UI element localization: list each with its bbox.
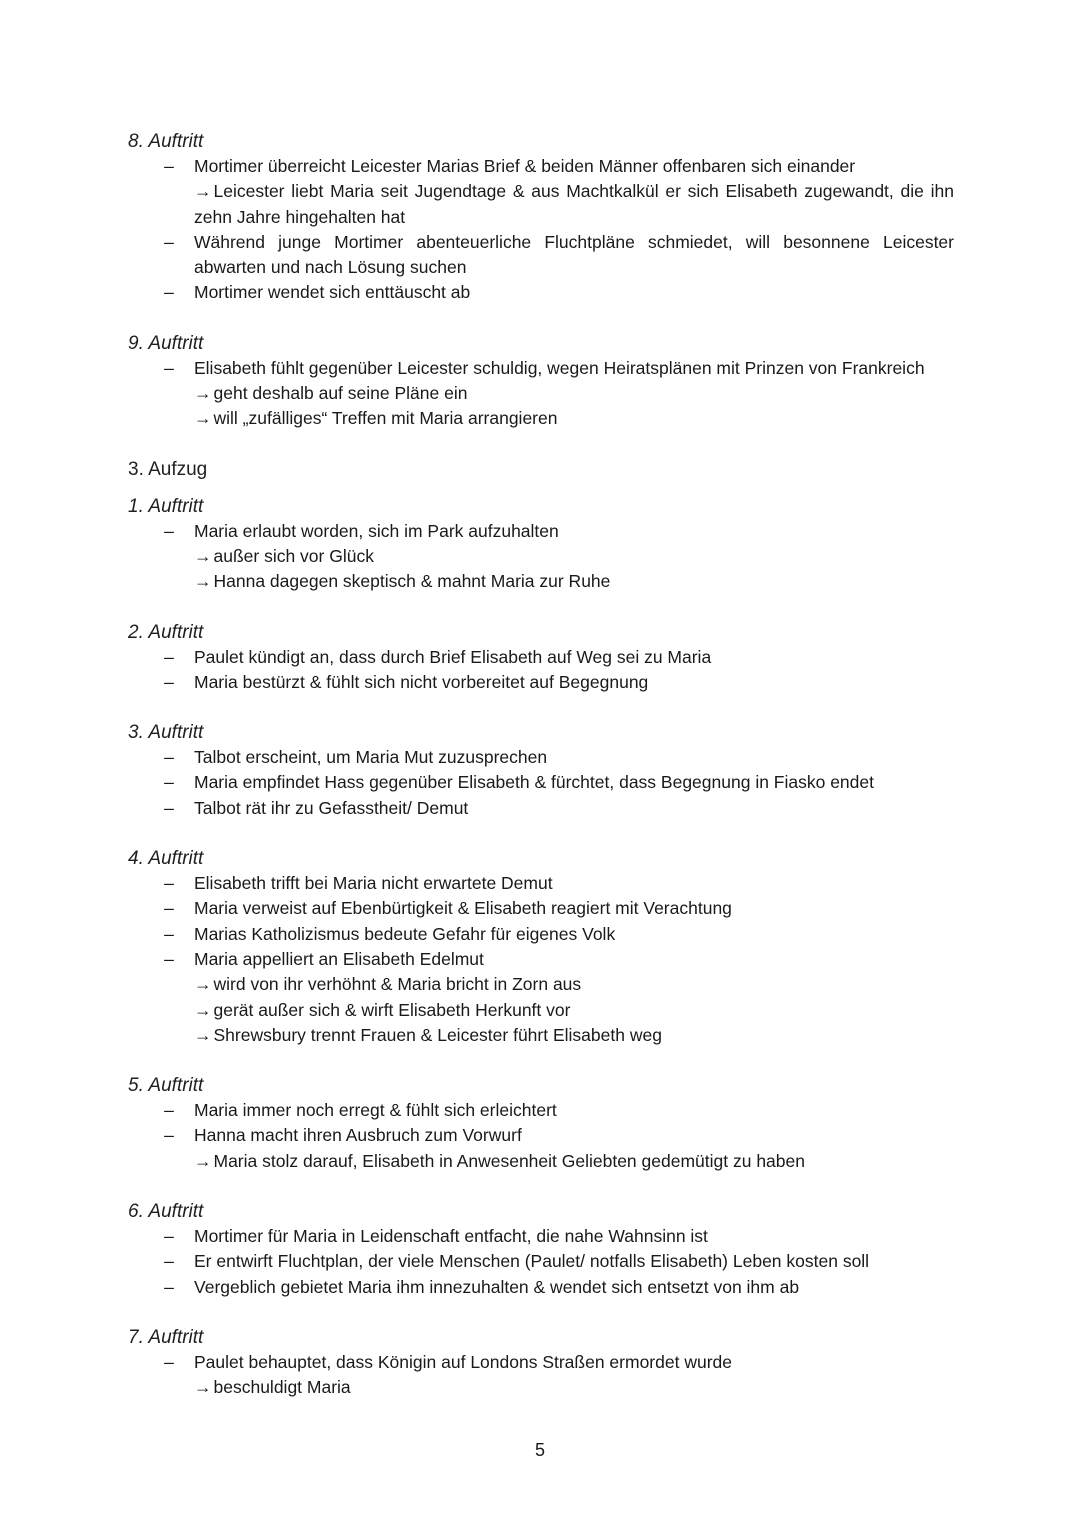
dash-bullet-icon: – xyxy=(164,156,174,176)
dash-bullet-icon: – xyxy=(164,898,174,919)
bullet-item xyxy=(128,230,954,281)
bullet-item xyxy=(128,1249,954,1274)
document-content xyxy=(128,129,954,1401)
bullet-text: Er entwirft Fluchtplan, der viele Menschen (Paulet/ notfalls Elisabeth) Leben kosten soll xyxy=(194,1251,870,1272)
bullet-text: Maria bestürzt & fühlt sich nicht vorbereitet auf Begegnung xyxy=(194,671,649,692)
sub-item-text: außer sich vor Glück xyxy=(213,545,374,566)
bullet-text: Paulet kündigt an, dass durch Brief Elisabeth auf Weg sei zu Maria xyxy=(194,646,712,667)
scene-section xyxy=(128,331,954,432)
scene-section xyxy=(128,1073,954,1174)
scene-section xyxy=(128,1199,954,1300)
bullet-item xyxy=(128,356,954,432)
bullet-text: Mortimer wendet sich enttäuscht ab xyxy=(194,282,471,303)
bullet-text: Vergeblich gebietet Maria ihm innezuhalten & wendet sich entsetzt von ihm ab xyxy=(194,1276,800,1297)
arrow-sub-item xyxy=(194,998,954,1023)
sub-item-text: gerät außer sich & wirft Elisabeth Herkunft vor xyxy=(213,999,571,1020)
bullet-text: Talbot rät ihr zu Gefasstheit/ Demut xyxy=(194,797,469,818)
bullet-item xyxy=(128,645,954,670)
scene-section xyxy=(128,494,954,595)
arrow-sub-item xyxy=(194,381,954,406)
right-arrow-icon: → xyxy=(194,383,212,404)
sub-item-text: geht deshalb auf seine Pläne ein xyxy=(213,383,468,404)
bullet-item xyxy=(128,896,954,921)
bullet-text: Maria erlaubt worden, sich im Park aufzuhalten xyxy=(194,520,559,541)
dash-bullet-icon: – xyxy=(164,646,174,667)
bullet-item xyxy=(128,154,954,230)
arrow-sub-item xyxy=(194,406,954,431)
arrow-sub-item xyxy=(194,179,954,230)
right-arrow-icon: → xyxy=(194,571,212,592)
sub-item-text: Hanna dagegen skeptisch & mahnt Maria zur Ruhe xyxy=(213,571,611,592)
dash-bullet-icon: – xyxy=(164,671,174,692)
scene-heading: 1. Auftritt xyxy=(128,495,204,517)
bullet-item xyxy=(128,871,954,896)
scene-section xyxy=(128,720,954,821)
dash-bullet-icon: – xyxy=(164,747,174,768)
dash-bullet-icon: – xyxy=(164,1251,174,1272)
scene-heading: 4. Auftritt xyxy=(128,848,204,870)
bullet-item xyxy=(128,947,954,1048)
dash-bullet-icon: – xyxy=(164,1276,174,1297)
bullet-text: Mortimer für Maria in Leidenschaft entfacht, die nahe Wahnsinn ist xyxy=(194,1226,708,1247)
dash-bullet-icon: – xyxy=(164,1125,174,1146)
dash-bullet-icon: – xyxy=(164,1100,174,1121)
bullet-item xyxy=(128,1350,954,1401)
bullet-item xyxy=(128,922,954,947)
bullet-text: Elisabeth trifft bei Maria nicht erwartete Demut xyxy=(194,873,553,894)
arrow-sub-item xyxy=(194,569,954,594)
scene-heading: 8. Auftritt xyxy=(128,131,204,152)
scene-heading: 5. Auftritt xyxy=(128,1075,204,1097)
scene-section xyxy=(128,620,954,696)
bullet-text: Hanna macht ihren Ausbruch zum Vorwurf xyxy=(194,1125,522,1146)
scene-section xyxy=(128,846,954,1048)
bullet-text: Elisabeth fühlt gegenüber Leicester schuldig, wegen Heiratsplänen mit Prinzen von Frankreich xyxy=(194,357,925,378)
scene-section xyxy=(128,1325,954,1401)
bullet-text: Maria verweist auf Ebenbürtigkeit & Elisabeth reagiert mit Verachtung xyxy=(194,898,732,919)
scene-heading: 6. Auftritt xyxy=(128,1201,204,1223)
scene-heading: 9. Auftritt xyxy=(128,332,204,354)
arrow-sub-item xyxy=(194,972,954,997)
bullet-text: Mortimer überreicht Leicester Marias Brief & beiden Männer offenbaren sich einander xyxy=(194,156,856,176)
bullet-text: Während junge Mortimer abenteuerliche Fluchtpläne schmiedet, will besonnene Leicester abwarten und nach Lösung suchen xyxy=(194,231,954,278)
scene-heading: 3. Auftritt xyxy=(128,722,204,744)
right-arrow-icon: → xyxy=(194,181,212,202)
bullet-text: Maria immer noch erregt & fühlt sich erleichtert xyxy=(194,1100,557,1121)
dash-bullet-icon: – xyxy=(164,948,174,969)
right-arrow-icon: → xyxy=(194,1377,212,1398)
arrow-sub-item xyxy=(194,544,954,569)
dash-bullet-icon: – xyxy=(164,772,174,793)
bullet-item xyxy=(128,745,954,770)
right-arrow-icon: → xyxy=(194,974,212,995)
dash-bullet-icon: – xyxy=(164,231,174,252)
dash-bullet-icon: – xyxy=(164,357,174,378)
dash-bullet-icon: – xyxy=(164,797,174,818)
scene-heading: 7. Auftritt xyxy=(128,1326,204,1348)
dash-bullet-icon: – xyxy=(164,1351,174,1372)
arrow-sub-item xyxy=(194,1375,954,1400)
bullet-item xyxy=(128,1275,954,1300)
bullet-text: Maria appelliert an Elisabeth Edelmut xyxy=(194,948,484,969)
bullet-item xyxy=(128,519,954,595)
act-section xyxy=(128,457,954,482)
bullet-item xyxy=(128,1224,954,1249)
dash-bullet-icon: – xyxy=(164,520,174,541)
arrow-sub-item xyxy=(194,1023,954,1048)
sub-item-text: will „zufälliges“ Treffen mit Maria arrangieren xyxy=(213,408,558,429)
sub-item-text: Shrewsbury trennt Frauen & Leicester führt Elisabeth weg xyxy=(213,1024,662,1045)
arrow-sub-item xyxy=(194,1149,954,1174)
bullet-item xyxy=(128,1098,954,1123)
bullet-item xyxy=(128,280,954,305)
bullet-text: Marias Katholizismus bedeute Gefahr für eigenes Volk xyxy=(194,923,616,944)
dash-bullet-icon: – xyxy=(164,282,174,303)
bullet-text: Talbot erscheint, um Maria Mut zuzusprechen xyxy=(194,747,548,768)
bullet-item xyxy=(128,770,954,795)
dash-bullet-icon: – xyxy=(164,1226,174,1247)
dash-bullet-icon: – xyxy=(164,873,174,894)
bullet-text: Maria empfindet Hass gegenüber Elisabeth & fürchtet, dass Begegnung in Fiasko endet xyxy=(194,772,874,793)
sub-item-text: beschuldigt Maria xyxy=(213,1377,351,1398)
right-arrow-icon: → xyxy=(194,1150,212,1171)
sub-item-text: Maria stolz darauf, Elisabeth in Anwesenheit Geliebten gedemütigt zu haben xyxy=(213,1150,805,1171)
act-heading: 3. Aufzug xyxy=(128,458,208,480)
sub-item-text: Leicester liebt Maria seit Jugendtage & aus Machtkalkül er sich Elisabeth zugewandt, die ihn zehn Jahre hingehalten hat xyxy=(194,181,954,227)
page-number: 5 xyxy=(534,1440,545,1460)
sub-item-text: wird von ihr verhöhnt & Maria bricht in Zorn aus xyxy=(213,974,582,995)
right-arrow-icon: → xyxy=(194,545,212,566)
right-arrow-icon: → xyxy=(194,1024,212,1045)
dash-bullet-icon: – xyxy=(164,923,174,944)
bullet-text: Paulet behauptet, dass Königin auf Londons Straßen ermordet wurde xyxy=(194,1351,732,1372)
right-arrow-icon: → xyxy=(194,408,212,429)
bullet-item xyxy=(128,670,954,695)
bullet-item xyxy=(128,1123,954,1174)
right-arrow-icon: → xyxy=(194,999,212,1020)
scene-section xyxy=(128,129,954,306)
bullet-item xyxy=(128,796,954,821)
scene-heading: 2. Auftritt xyxy=(128,621,204,643)
